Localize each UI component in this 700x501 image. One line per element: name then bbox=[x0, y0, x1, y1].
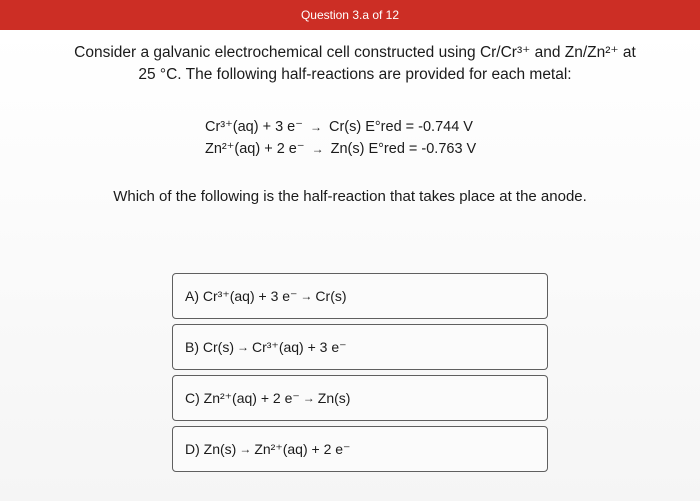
option-letter: C) bbox=[185, 390, 200, 406]
answer-option-c[interactable] bbox=[172, 375, 548, 421]
option-letter: B) bbox=[185, 339, 199, 355]
reaction-products: Zn(s) E°red = -0.763 V bbox=[330, 141, 477, 157]
answer-option-a[interactable] bbox=[172, 273, 548, 319]
option-reactants: Zn(s) bbox=[203, 441, 237, 457]
option-products: Zn²⁺(aq) + 2 e⁻ bbox=[254, 440, 351, 457]
answer-option-b[interactable] bbox=[172, 324, 548, 370]
reaction-arrow-icon: → bbox=[239, 442, 252, 456]
option-products: Zn(s) bbox=[317, 390, 351, 406]
option-reactants: Cr(s) bbox=[202, 339, 234, 355]
question-text: Which of the following is the half-reaction that takes place at the anode. bbox=[113, 188, 587, 205]
option-products: Cr(s) bbox=[315, 288, 347, 304]
answer-option-d[interactable] bbox=[172, 426, 548, 472]
option-reactants: Cr³⁺(aq) + 3 e⁻ bbox=[202, 287, 298, 304]
reaction-arrow-icon: → bbox=[302, 391, 315, 405]
reaction-products: Cr(s) E°red = -0.744 V bbox=[328, 119, 473, 135]
reaction-arrow-icon: → bbox=[237, 340, 249, 354]
option-products: Cr³⁺(aq) + 3 e⁻ bbox=[252, 338, 347, 355]
half-reaction-chromium bbox=[205, 116, 476, 138]
reaction-arrow-icon: → bbox=[311, 142, 324, 156]
question-counter: Question 3.a of 12 bbox=[300, 8, 400, 22]
prompt-line-1: Consider a galvanic electrochemical cell constructed using Cr/Cr³⁺ and Zn/Zn²⁺ at bbox=[74, 44, 636, 61]
reaction-reactants: Zn²⁺(aq) + 2 e⁻ bbox=[205, 141, 305, 157]
option-letter: A) bbox=[185, 288, 199, 304]
half-reactions bbox=[205, 116, 476, 160]
option-reactants: Zn²⁺(aq) + 2 e⁻ bbox=[203, 389, 300, 406]
reaction-arrow-icon: → bbox=[309, 120, 322, 134]
prompt-line-2: 25 °C. The following half-reactions are provided for each metal: bbox=[138, 66, 572, 83]
option-letter: D) bbox=[185, 441, 200, 457]
half-reaction-zinc bbox=[205, 138, 476, 160]
question-prompt bbox=[50, 42, 660, 86]
reaction-arrow-icon: → bbox=[300, 289, 313, 303]
answer-options bbox=[172, 273, 548, 477]
question-header bbox=[0, 0, 700, 30]
reaction-reactants: Cr³⁺(aq) + 3 e⁻ bbox=[205, 119, 303, 135]
